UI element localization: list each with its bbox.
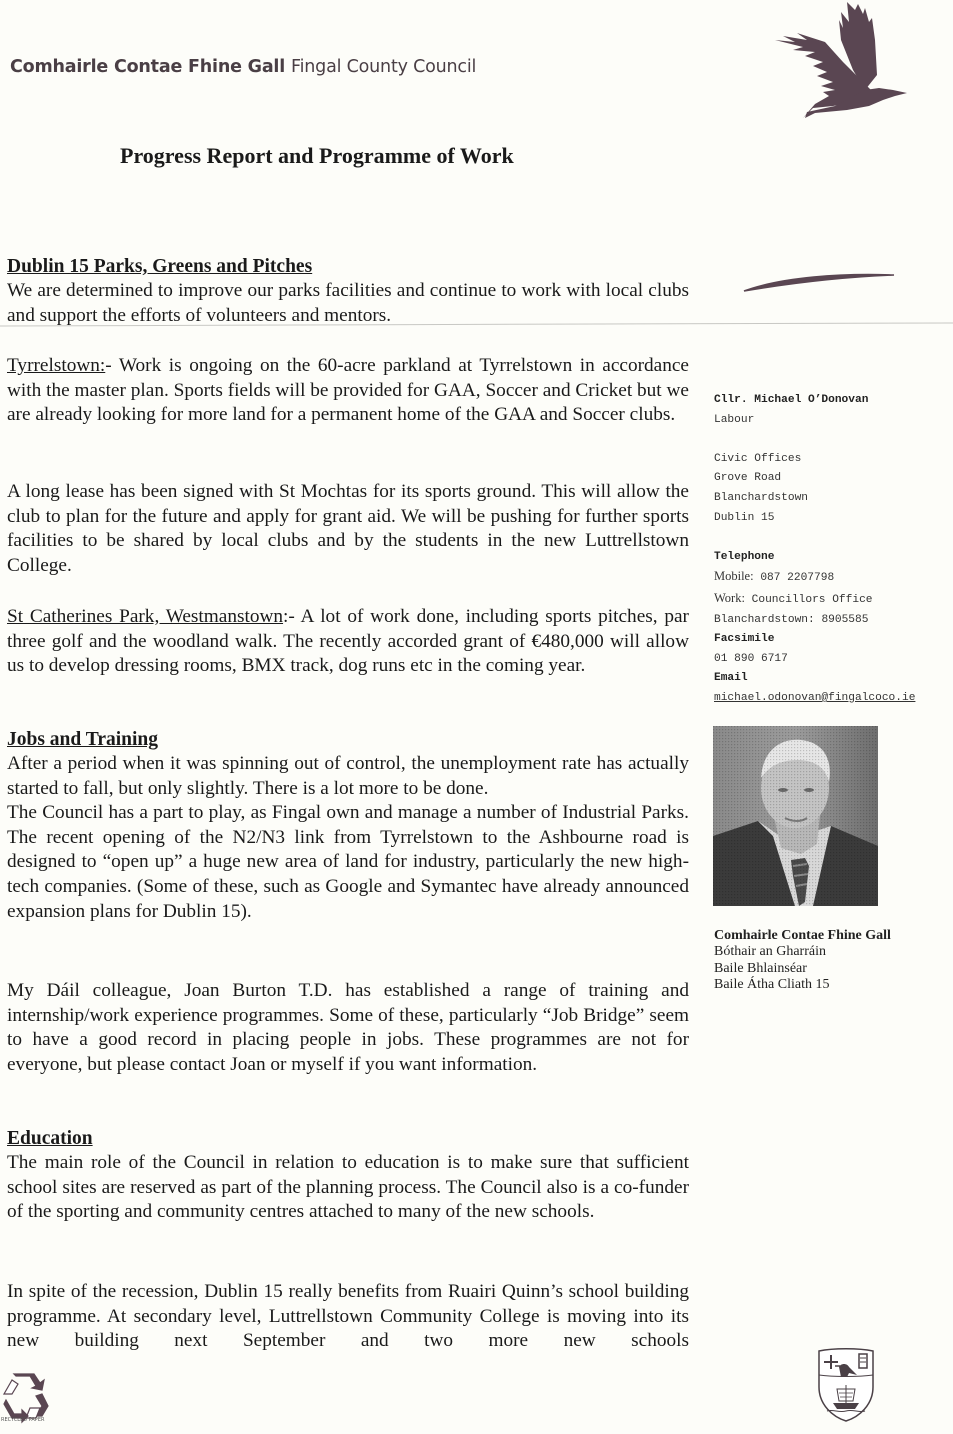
- bird-logo-icon: [755, 0, 915, 125]
- irish-address-line: Baile Átha Cliath 15: [714, 976, 830, 992]
- parks-intro: We are determined to improve our parks facilities and continue to work with local clubs and support the efforts of volunteers and mentors.: [7, 280, 689, 326]
- jobs-para-2: The Council has a part to play, as Fingal own and manage a number of Industrial Parks. The recent opening of the N2/N3 link from Tyrrelstown to the Ashbourne road is designed to “open up” a huge new area of land for industry, particularly the new high-tech companies. (Some of these, such as Google and Symantec have already announced expansion plans for Dublin 15).: [7, 802, 689, 922]
- work-office: Councillors Office: [751, 593, 873, 606]
- recycle-label: RECYCLED PAPER: [1, 1417, 45, 1423]
- telephone-label: Telephone: [714, 550, 775, 563]
- mobile-label: Mobile:: [714, 569, 754, 584]
- education-para-2: In spite of the recession, Dublin 15 really benefits from Ruairi Quinn’s school building programme. At secondary level, Luttrellstown Community College is moving into its new building next September and two more new schools: [7, 1281, 689, 1352]
- irish-address-line: Baile Bhlainséar: [714, 960, 807, 976]
- work-label: Work:: [714, 590, 745, 605]
- jobs-para-1: After a period when it was spinning out of control, the unemployment rate has actually started to fall, but only slightly. There is a lot more to be done.: [7, 753, 689, 799]
- council-brand: [10, 57, 476, 77]
- address-line: Grove Road: [714, 472, 782, 485]
- catherines-label: St Catherines Park, Westmanstown: [7, 606, 284, 627]
- irish-address: [714, 928, 891, 993]
- blanchardstown-label: Blanchardstown:: [714, 613, 815, 626]
- lease-paragraph: [7, 480, 689, 578]
- tyrrelstown-paragraph: [7, 354, 689, 428]
- section-heading: Dublin 15 Parks, Greens and Pitches: [7, 256, 313, 277]
- address-line: Dublin 15: [714, 511, 775, 524]
- education-para-2-block: [7, 1280, 689, 1354]
- brand-english-name: Fingal County Council: [291, 57, 477, 77]
- catherines-paragraph: [7, 605, 689, 679]
- parks-section: [7, 255, 689, 328]
- tyrrelstown-text: Work is ongoing on the 60-acre parkland at Tyrrelstown in accordance with the master plan. Sports fields will be provided for GAA, Soccer and Cricket but we are already looking for more land for a permanent home of the GAA and Soccer clubs.: [7, 355, 689, 426]
- brand-swoosh-icon: [742, 265, 897, 295]
- fax-number: 01 890 6717: [714, 652, 788, 665]
- education-para-1: The main role of the Council in relation to education is to make sure that sufficient school sites are reserved as part of the planning process. The Council also is a co-funder of the sporting and community centres attached to many of the new schools.: [7, 1152, 689, 1223]
- councillor-name: Cllr. Michael O’Donovan: [714, 394, 869, 406]
- mobile-number: 087 2207798: [760, 572, 835, 585]
- irish-address-line: Comhairle Contae Fhine Gall: [714, 928, 891, 943]
- separator: -: [105, 355, 119, 376]
- lease-text: A long lease has been signed with St Mochtas for its sports ground. This will allow the club to plan for the future and apply for grant aid. We will be pushing for further sports facilities to be shared by local clubs and by the students in the new Luttrellstown College.: [7, 481, 689, 576]
- irish-address-line: Bóthair an Gharráin: [714, 944, 826, 960]
- separator: :-: [283, 606, 301, 627]
- councillor-party: Labour: [714, 413, 755, 426]
- councillor-contact: [714, 391, 915, 709]
- fax-label: Facsimile: [714, 633, 775, 646]
- catherines-text: A lot of work done, including sports pitches, par three golf and the woodland walk. The recently accorded grant of €480,000 will allow us to develop dressing rooms, BMX track, dog runs etc in the coming year.: [7, 606, 689, 677]
- county-crest-icon: [813, 1345, 879, 1423]
- jobs-para-3-block: [7, 979, 689, 1077]
- jobs-para-3: My Dáil colleague, Joan Burton T.D. has established a range of training and internship/work experience programmes. Some of these, particularly “Job Bridge” seem to have a good record in placing people in jobs. These programmes are not for everyone, but please contact Joan or myself if you want information.: [7, 980, 689, 1075]
- email-link[interactable]: michael.odonovan@fingalcoco.ie: [714, 691, 916, 704]
- email-label: Email: [714, 672, 748, 685]
- address-line: Blanchardstown: [714, 491, 808, 504]
- brand-irish-name: Comhairle Contae Fhine Gall: [10, 57, 286, 77]
- tyrrelstown-label: Tyrrelstown:: [7, 355, 106, 376]
- education-section: [7, 1127, 689, 1225]
- jobs-section: [7, 728, 689, 924]
- page-title: Progress Report and Programme of Work: [120, 143, 514, 168]
- blanchardstown-phone: 8905585: [821, 613, 869, 626]
- councillor-photo: [713, 726, 878, 906]
- section-heading: Jobs and Training: [7, 729, 159, 750]
- section-heading: Education: [7, 1128, 93, 1149]
- address-line: Civic Offices: [714, 452, 802, 465]
